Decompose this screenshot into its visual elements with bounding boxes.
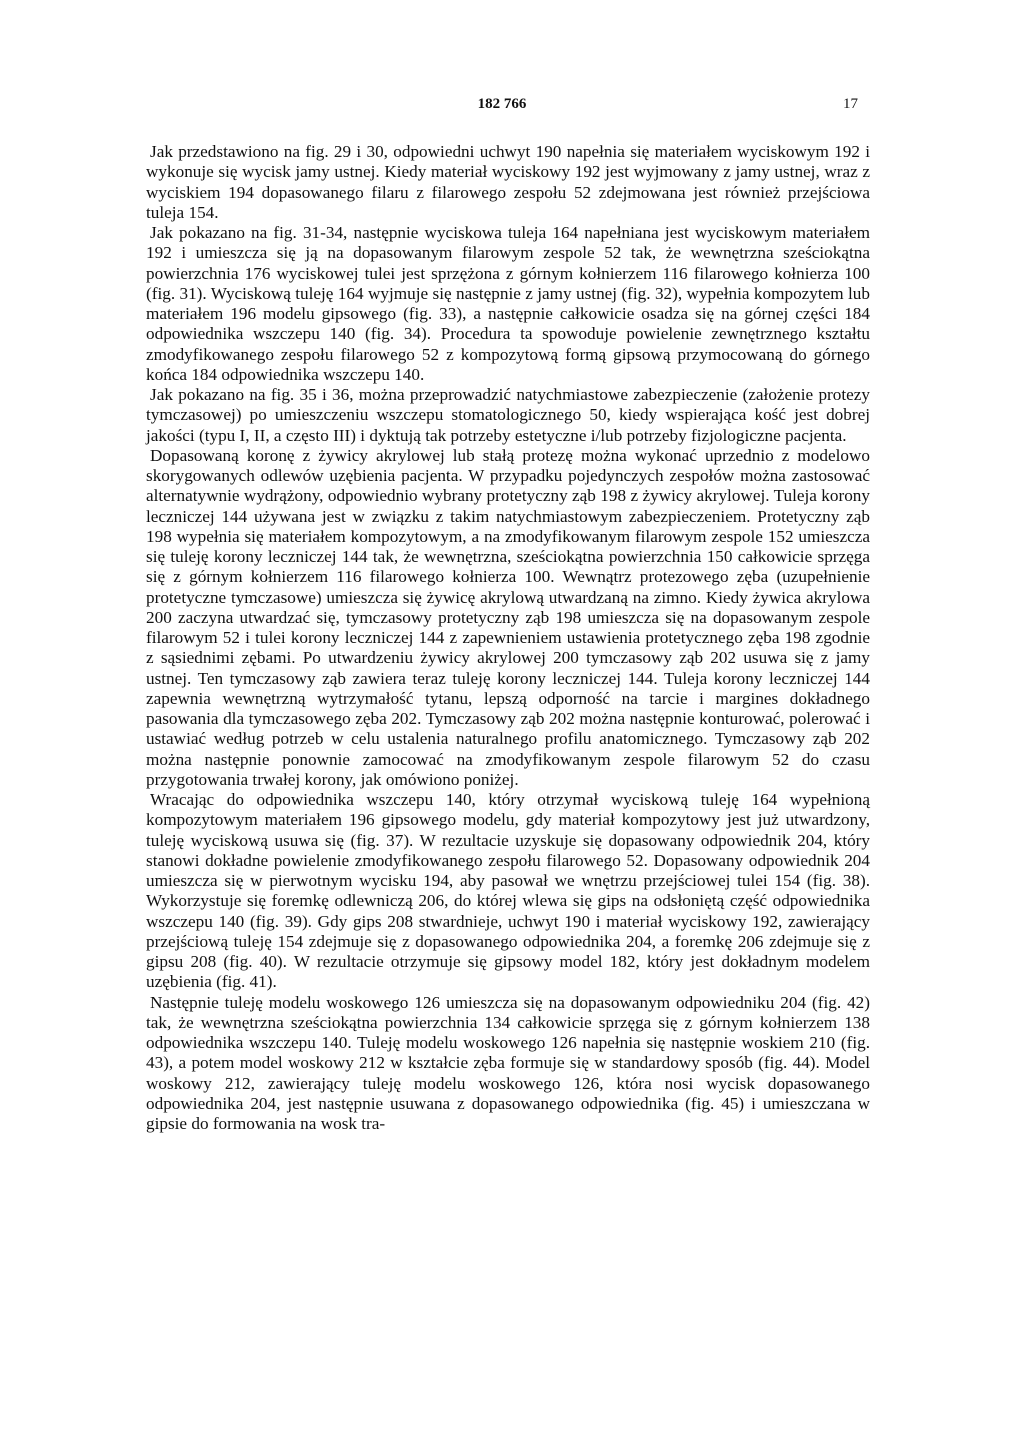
paragraph-4: Dopasowaną koronę z żywicy akrylowej lub stałą protezę można wykonać uprzednio z modelowo skorygowanych odlewów uzębienia pacjenta. W przypadku pojedynczych zespołów można zastosować alternatywnie wydrążony, odpowiednio wybrany protetyczny ząb 198 z żywicy akrylowej. Tuleja korony leczniczej 144 używana jest w związku z takim natychmiastowym zabezpieczeniem. Protetyczny ząb 198 wypełnia się materiałem kompozytowym, a na zmodyfikowanym filarowym zespole 152 umieszcza się tuleję korony leczniczej 144 tak, że wewnętrzna, sześciokątna powierzchnia 150 całkowicie sprzęga się z górnym kołnierzem 116 filarowego kołnierza 100. Wewnątrz protezowego zęba (uzupełnienie protetyczne tymczasowe) umieszcza się żywicę akrylową utwardzaną na zimno. Kiedy żywica akrylowa 200 zaczyna utwardzać się, tymczasowy protetyczny ząb 198 umieszcza się na dopasowanym zespole filarowym 52 i tulei korony leczniczej 144 z zapewnieniem ustawienia protetycznego zęba 198 zgodnie z sąsiednimi zębami. Po utwardzeniu żywicy akrylowej 200 tymczasowy ząb 202 usuwa się z jamy ustnej. Ten tymczasowy ząb zawiera teraz tuleję korony leczniczej 144. Tuleja korony leczniczej 144 zapewnia wewnętrzną wytrzymałość tytanu, lepszą odporność na tarcie i margines dokładnego pasowania dla tymczasowego zęba 202. Tymczasowy ząb 202 można następnie konturować, polerować i ustawiać według potrzeb w celu ustalenia naturalnego profilu anatomicznego. Tymczasowy ząb 202 można następnie ponownie zamocować na zmodyfikowanym zespole filarowym 52 do czasu przygotowania trwałej korony, jak omówiono poniżej. [146,445,870,789]
body-text [146,142,870,1134]
paragraph-5: Wracając do odpowiednika wszczepu 140, który otrzymał wyciskową tuleję 164 wypełnioną kompozytowym materiałem 196 gipsowego modelu, gdy materiał kompozytowy jest już utwardzony, tuleję wyciskową usuwa się (fig. 37). W rezultacie uzyskuje się dopasowany odpowiednik 204, który stanowi dokładne powielenie zmodyfikowanego zespołu filarowego 52. Dopasowany odpowiednik 204 umieszcza się w pierwotnym wycisku 194, aby pasował we wnętrzu przejściowej tulei 154 (fig. 38). Wykorzystuje się foremkę odlewniczą 206, do której wlewa się gips na odsłoniętą część odpowiednika wszczepu 140 (fig. 39). Gdy gips 208 stwardnieje, uchwyt 190 i materiał wyciskowy 192, zawierający przejściową tuleję 154 zdejmuje się z dopasowanego odpowiednika 204, a foremkę 206 zdejmuje się z gipsu 208 (fig. 40). W rezultacie otrzymuje się gipsowy model 182, który jest dokładnym modelem uzębienia (fig. 41). [146,790,870,992]
patent-number: 182 766 [477,96,527,112]
paragraph-3: Jak pokazano na fig. 35 i 36, można przeprowadzić natychmiastowe zabezpieczenie (założenie protezy tymczasowej) po umieszczeniu wszczepu stomatologicznego 50, kiedy wspierająca kość jest dobrej jakości (typu I, II, a często III) i dyktują tak potrzeby estetyczne i/lub potrzeby fizjologiczne pacjenta. [146,385,870,445]
paragraph-1: Jak przedstawiono na fig. 29 i 30, odpowiedni uchwyt 190 napełnia się materiałem wyciskowym 192 i wykonuje się wycisk jamy ustnej. Kiedy materiał wyciskowy 192 jest wyjmowany z jamy ustnej, wraz z wyciskiem 194 dopasowanego filaru z filarowego zespołu 52 zdejmowana jest również przejściowa tuleja 154. [146,142,870,222]
paragraph-2: Jak pokazano na fig. 31-34, następnie wyciskowa tuleja 164 napełniana jest wyciskowym materiałem 192 i umieszcza się ją na dopasowanym filarowym zespole 52 tak, że wewnętrzna sześciokątna powierzchnia 176 wyciskowej tulei jest sprzężona z górnym kołnierzem 116 filarowego kołnierza 100 (fig. 31). Wyciskową tuleję 164 wyjmuje się następnie z jamy ustnej (fig. 32), wypełnia kompozytem lub materiałem 196 modelu gipsowego (fig. 33), a następnie całkowicie osadza się na górnej części 184 odpowiednika wszczepu 140 (fig. 34). Procedura ta spowoduje powielenie zewnętrznego kształtu zmodyfikowanego zespołu filarowego 52 z kompozytową formą gipsową przymocowaną do górnego końca 184 odpowiednika wszczepu 140. [146,223,870,384]
page-number: 17 [843,96,858,112]
paragraph-6: Następnie tuleję modelu woskowego 126 umieszcza się na dopasowanym odpowiedniku 204 (fig. 42) tak, że wewnętrzna sześciokątna powierzchnia 134 całkowicie sprzęga się z górnym kołnierzem 138 odpowiednika wszczepu 140. Tuleję modelu woskowego 126 napełnia się następnie woskiem 210 (fig. 43), a potem model woskowy 212 w kształcie zęba formuje się w standardowy sposób (fig. 44). Model woskowy 212, zawierający tuleję modelu woskowego 126, która nosi wycisk dopasowanego odpowiednika 204, jest następnie usuwana z dopasowanego odpowiednika (fig. 45) i umieszczana w gipsie do formowania na wosk tra- [146,992,870,1133]
page-header [146,96,858,118]
